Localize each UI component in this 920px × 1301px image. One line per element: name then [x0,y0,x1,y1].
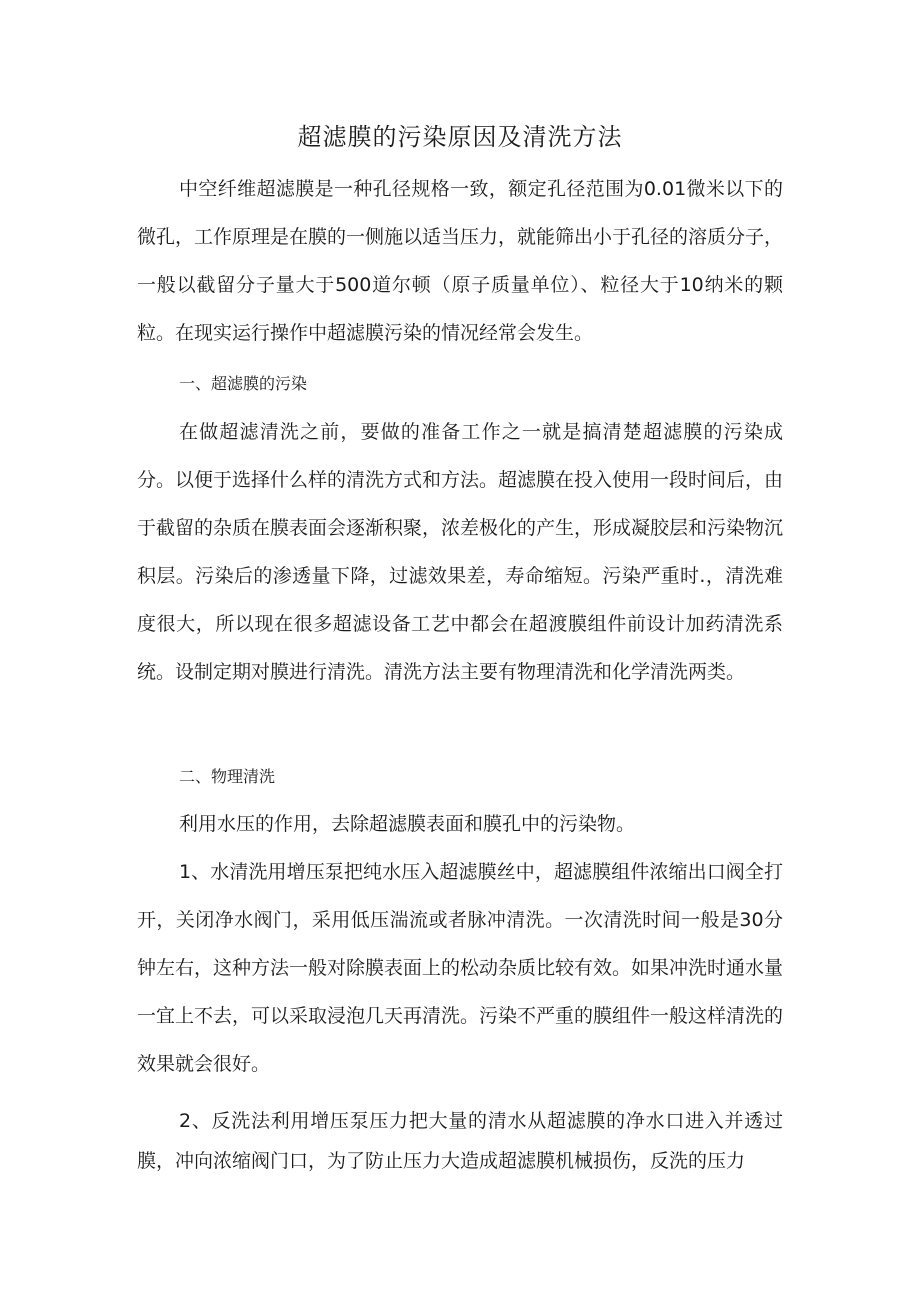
intro-paragraph: 中空纤维超滤膜是一种孔径规格一致，额定孔径范围为0.01微米以下的微孔，工作原理是在膜的一侧施以适当压力，就能筛出小于孔径的溶质分子，一般以截留分子量大于500道尔顿（原子质量单位）、粒径大于10纳米的颗粒。在现实运行操作中超滤膜污染的情况经常会发生。 [137,178,784,344]
water-cleaning-paragraph: 1、水清洗用增压泵把纯水压入超滤膜丝中，超滤膜组件浓缩出口阀全打开，关闭净水阀门，采用低压湍流或者脉冲清洗。一次清洗时间一般是30分钟左右，这种方法一般对除膜表面上的松动杂质比较有效。如果冲洗时通水量一宜上不去，可以采取浸泡几天再清洗。污染不严重的膜组件一般这样清洗的效果就会很好。 [137,861,784,1075]
section-2-lead-paragraph: 利用水压的作用，去除超滤膜表面和膜孔中的污染物。 [179,813,636,835]
document-title: 超滤膜的污染原因及清洗方法 [297,123,623,151]
section-1-heading: 一、超滤膜的污染 [179,374,308,393]
backwash-paragraph: 2、反洗法利用增压泵压力把大量的清水从超滤膜的净水口进入并透过膜，冲向浓缩阀门口，为了防止压力大造成超滤膜机械损伤，反洗的压力 [137,1110,783,1172]
section-1-paragraph: 在做超滤清洗之前，要做的准备工作之一就是搞清楚超滤膜的污染成分。以便于选择什么样的清洗方式和方法。超滤膜在投入使用一段时间后，由于截留的杂质在膜表面会逐渐积聚，浓差极化的产生，形成凝胶层和污染物沉积层。污染后的渗透量下降，过滤效果差，寿命缩短。污染严重时.，清洗难度很大，所以现在很多超滤设备工艺中都会在超渡膜组件前设计加药清洗系统。设制定期对膜进行清洗。清洗方法主要有物理清洗和化学清洗两类。 [137,421,784,683]
section-2-heading: 二、物理清洗 [179,767,276,786]
